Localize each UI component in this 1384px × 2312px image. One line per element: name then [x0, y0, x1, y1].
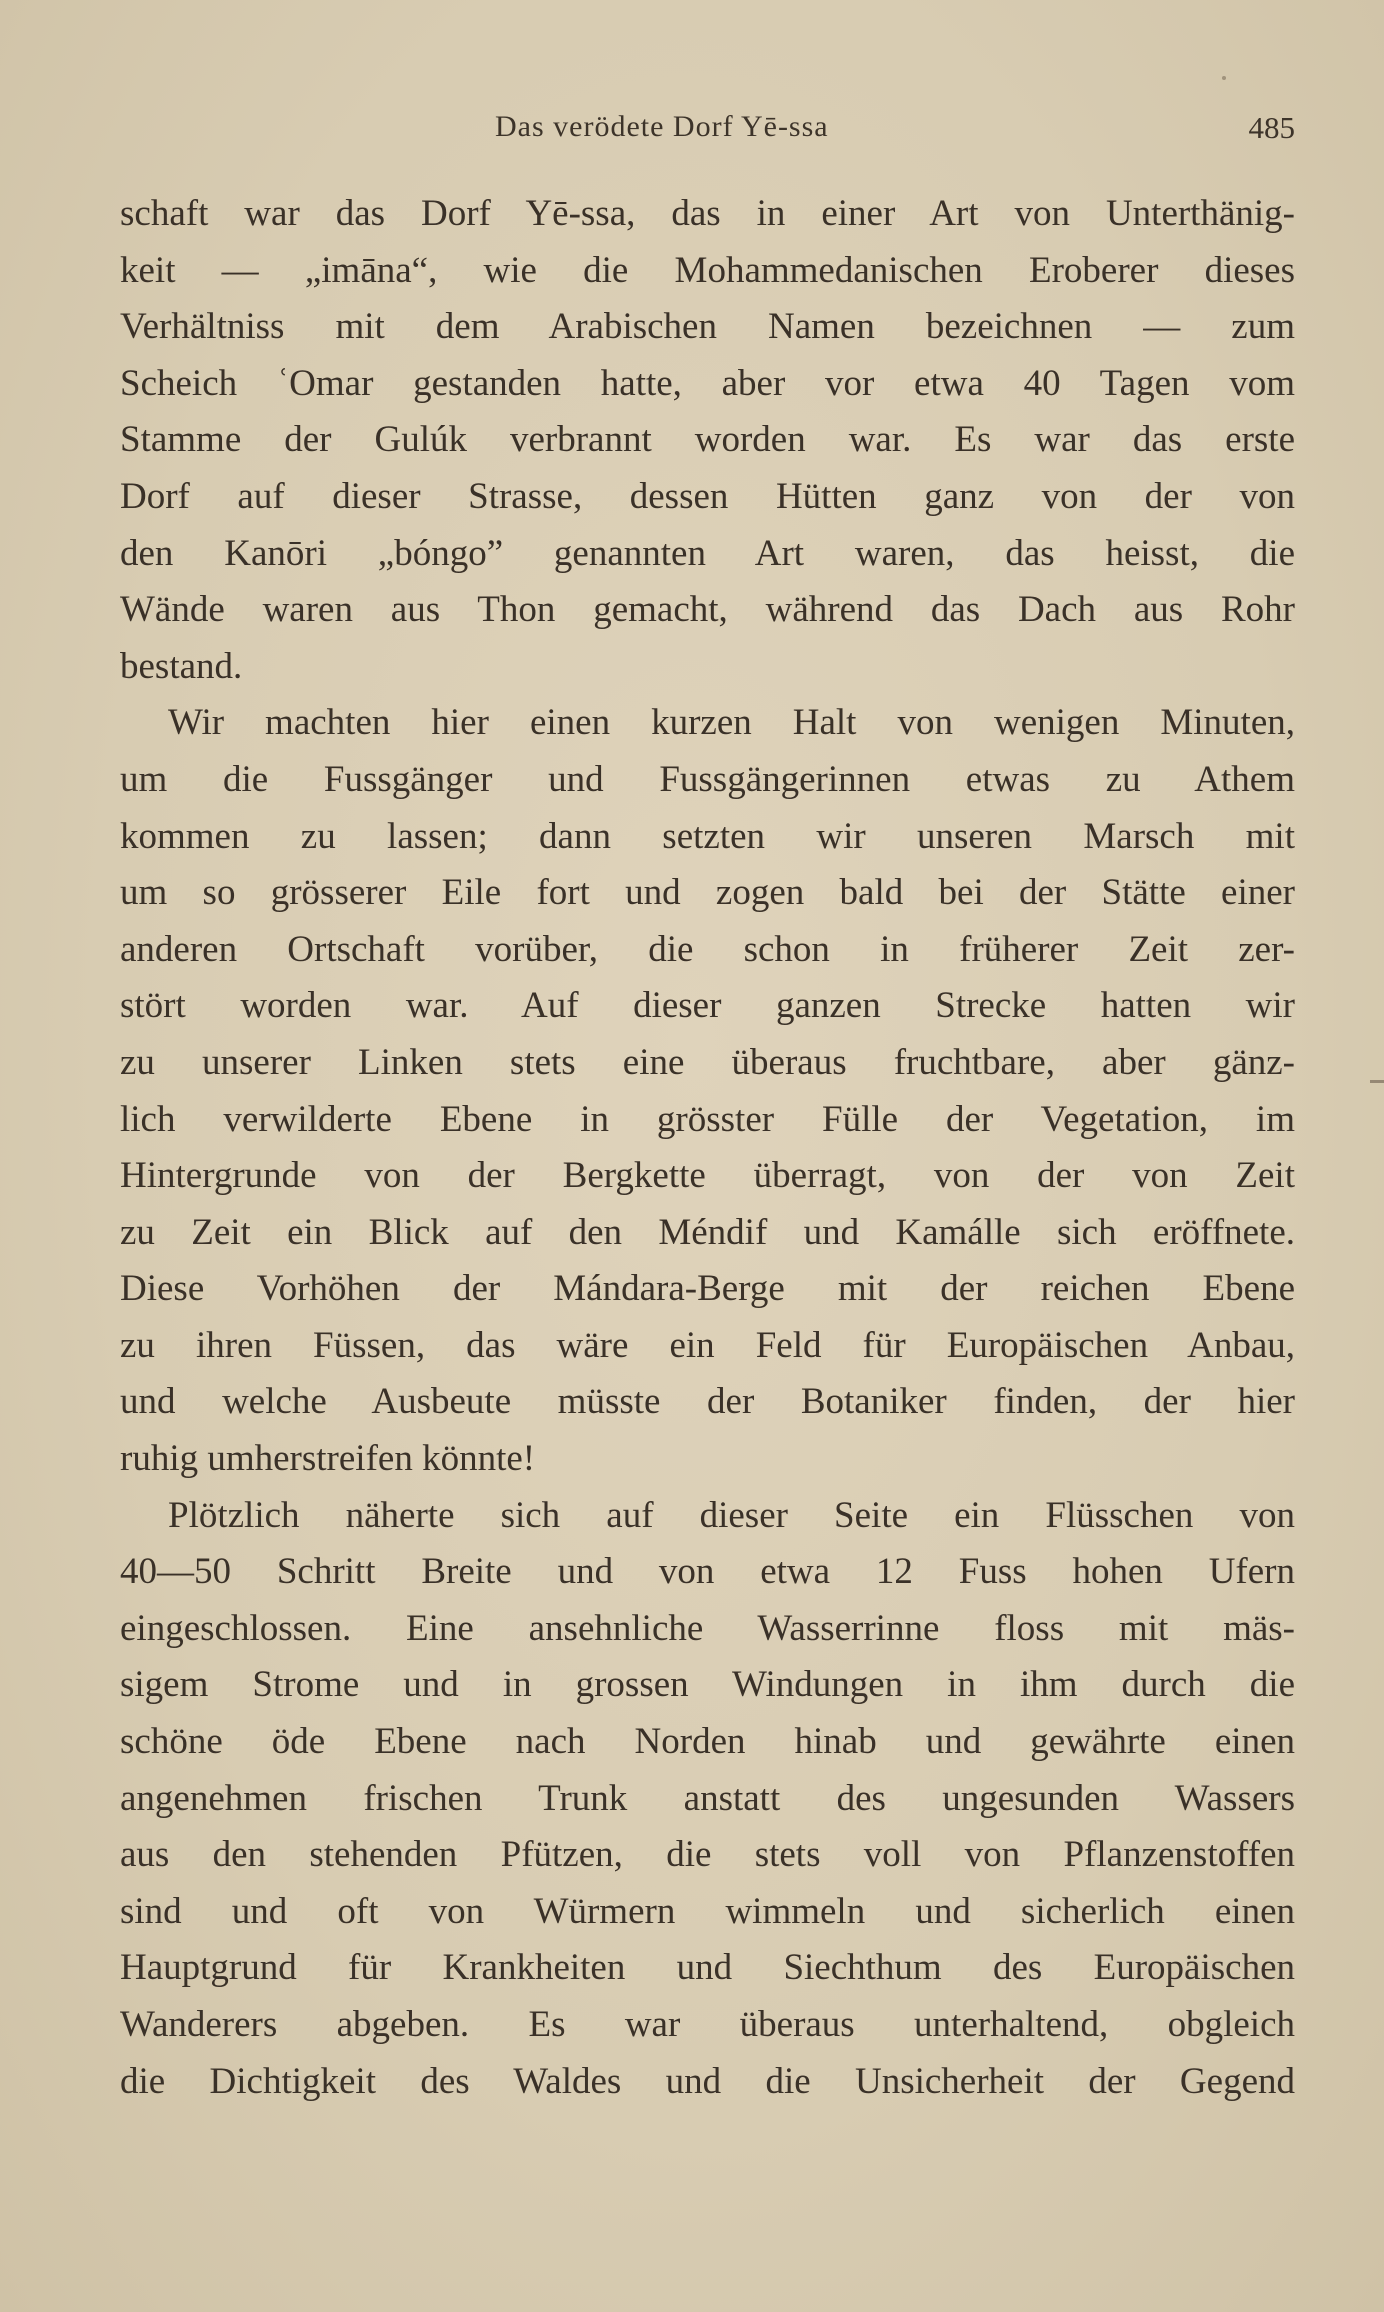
page-header — [120, 110, 1295, 150]
paper-speck — [1222, 76, 1226, 80]
text-line: lich verwilderte Ebene in grösster Fülle der Vegetation, im — [120, 1098, 1295, 1140]
text-line: angenehmen frischen Trunk anstatt des ungesunden Wassers — [120, 1777, 1295, 1819]
text-line: Diese Vorhöhen der Mándara-Berge mit der reichen Ebene — [120, 1268, 1295, 1310]
text-line: Wanderers abgeben. Es war überaus unterhaltend, obgleich — [120, 2004, 1295, 2045]
text-line: Wände waren aus Thon gemacht, während das Dach aus Rohr — [120, 589, 1295, 631]
margin-mark — [1370, 1080, 1384, 1083]
text-line: 40—50 Schritt Breite und von etwa 12 Fuss hohen Ufern — [120, 1551, 1295, 1593]
text-line: zu Zeit ein Blick auf den Méndif und Kamálle sich eröffnete. — [120, 1211, 1295, 1253]
text-line: den Kanōri „bóngo” genannten Art waren, das heisst, die — [120, 532, 1295, 574]
paragraph — [120, 695, 1295, 1487]
text-line: Wir machten hier einen kurzen Halt von wenigen Minuten, — [168, 702, 1295, 744]
text-line: Plötzlich näherte sich auf dieser Seite ein Flüsschen von — [168, 1494, 1295, 1536]
text-line: aus den stehenden Pfützen, die stets voll von Pflanzenstoffen — [120, 1834, 1295, 1876]
text-line: bestand. — [120, 645, 243, 687]
text-line: um die Fussgänger und Fussgängerinnen etwas zu Athem — [120, 758, 1295, 800]
text-line: sind und oft von Würmern wimmeln und sicherlich einen — [120, 1890, 1295, 1932]
text-line: schöne öde Ebene nach Norden hinab und gewährte einen — [120, 1721, 1295, 1763]
text-line: kommen zu lassen; dann setzten wir unseren Marsch mit — [120, 815, 1295, 857]
text-line: anderen Ortschaft vorüber, die schon in früherer Zeit zer- — [120, 928, 1295, 970]
text-line: zu unserer Linken stets eine überaus fruchtbare, aber gänz- — [120, 1041, 1295, 1083]
running-title: Das verödete Dorf Yē-ssa — [495, 110, 829, 143]
text-line: Hintergrunde von der Bergkette überragt, von der von Zeit — [120, 1155, 1295, 1197]
text-line: stört worden war. Auf dieser ganzen Strecke hatten wir — [120, 985, 1295, 1027]
page-number: 485 — [1248, 110, 1295, 145]
text-line: zu ihren Füssen, das wäre ein Feld für Europäischen Anbau, — [120, 1324, 1295, 1366]
text-line: eingeschlossen. Eine ansehnliche Wasserrinne floss mit mäs- — [120, 1607, 1295, 1649]
text-line: Stamme der Gulúk verbrannt worden war. Es war das erste — [120, 419, 1295, 461]
paragraph — [120, 186, 1295, 695]
text-line: die Dichtigkeit des Waldes und die Unsicherheit der Gegend — [120, 2060, 1295, 2102]
text-line: ruhig umherstreifen könnte! — [120, 1438, 536, 1480]
text-line: Scheich ʿOmar gestanden hatte, aber vor etwa 40 Tagen vom — [120, 362, 1295, 404]
body-text — [120, 186, 1295, 2110]
text-line: Dorf auf dieser Strasse, dessen Hütten ganz von der von — [120, 475, 1295, 517]
text-line: sigem Strome und in grossen Windungen in ihm durch die — [120, 1664, 1295, 1706]
text-line: und welche Ausbeute müsste der Botaniker finden, der hier — [120, 1381, 1295, 1423]
text-line: Hauptgrund für Krankheiten und Siechthum des Europäischen — [120, 1947, 1295, 1989]
paragraph — [120, 1488, 1295, 2111]
text-line: um so grösserer Eile fort und zogen bald bei der Stätte einer — [120, 872, 1295, 914]
text-line: Verhältniss mit dem Arabischen Namen bezeichnen — zum — [120, 306, 1295, 348]
text-line: schaft war das Dorf Yē-ssa, das in einer Art von Unterthänig- — [120, 193, 1295, 234]
text-line: keit — „imāna“, wie die Mohammedanischen Eroberer dieses — [120, 249, 1295, 291]
